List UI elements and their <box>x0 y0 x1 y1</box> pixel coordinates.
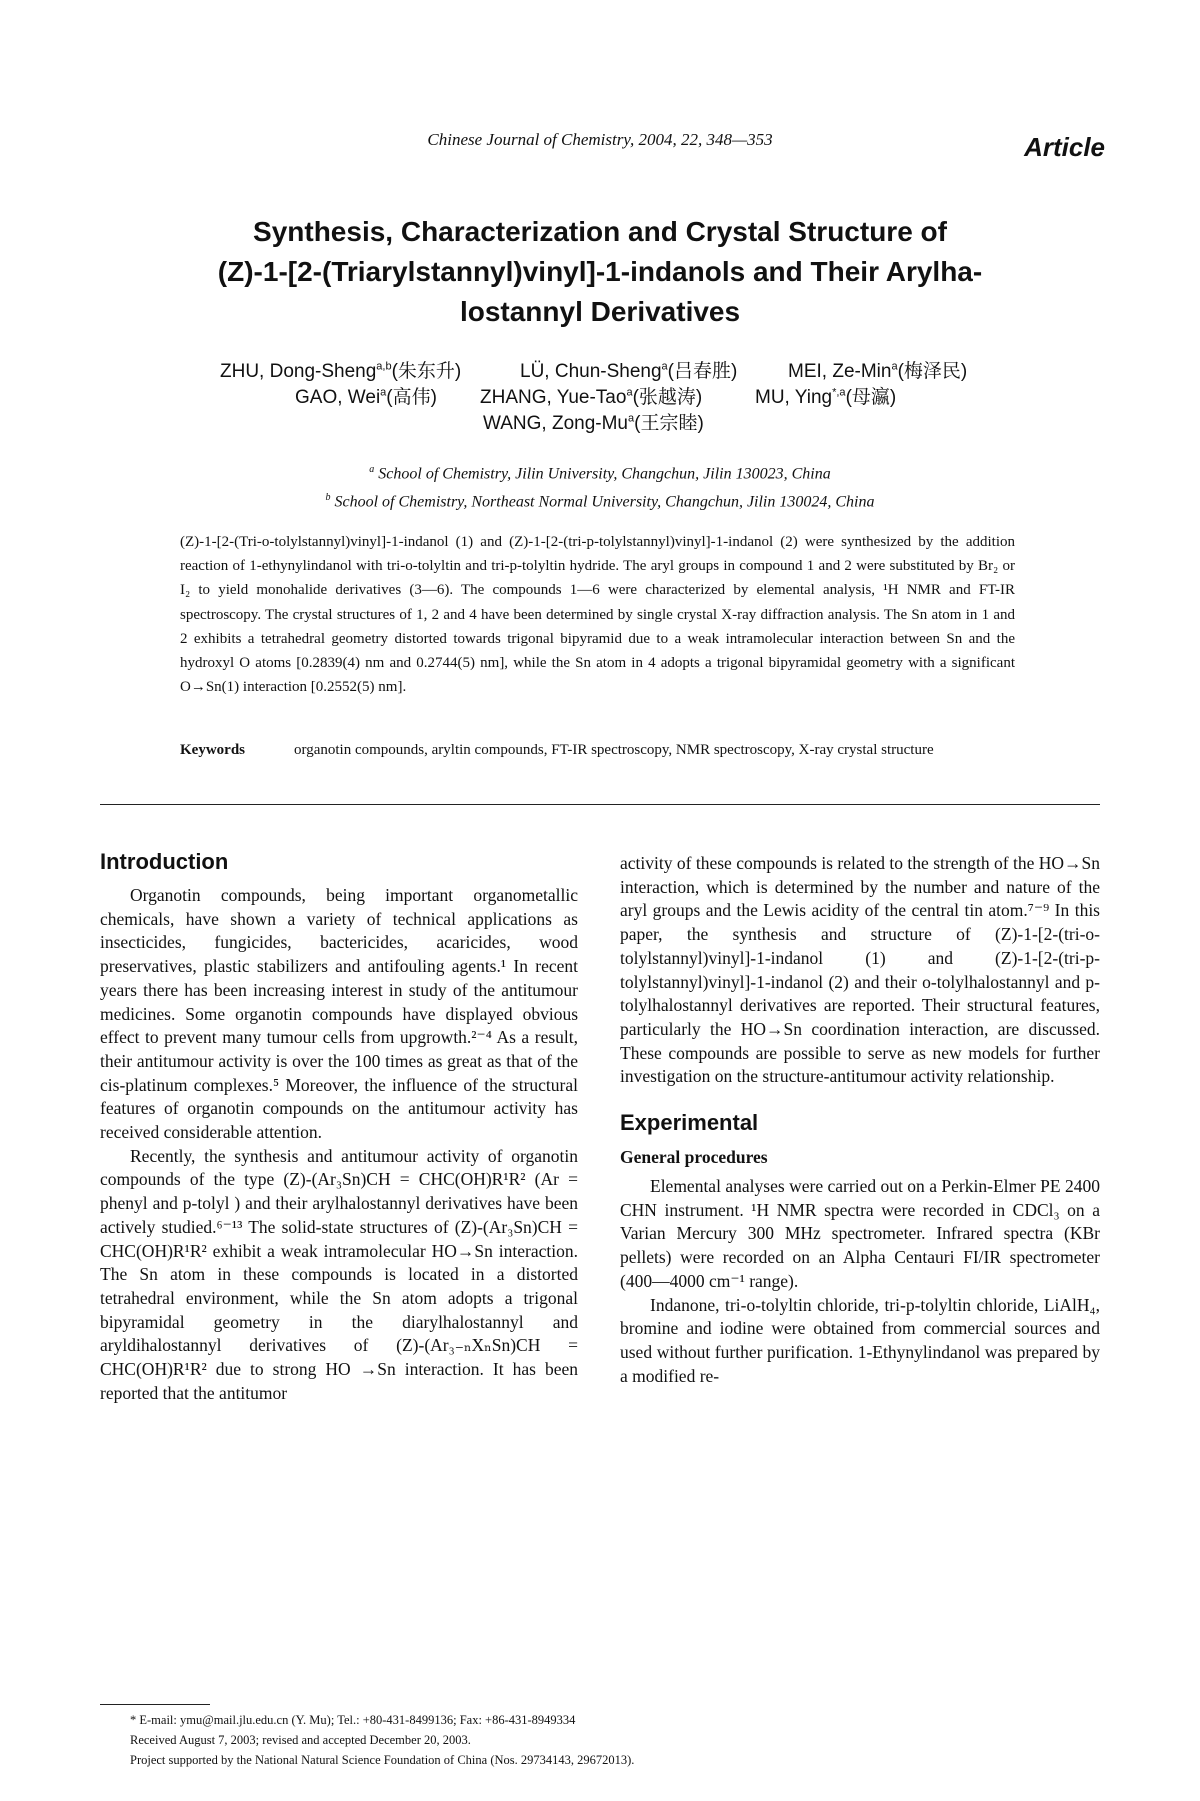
footnote-rule <box>100 1704 210 1705</box>
body-paragraph: Indanone, tri-o-tolyltin chloride, tri-p-tolyltin chloride, LiAlH₄, bromine and iodine were obtained from commercial sources and used without further purification. 1-Ethynylindanol was prepared by a modified re- <box>620 1294 1100 1386</box>
title-line: (Z)-1-[2-(Triarylstannyl)vinyl]-1-indanols and Their Arylha- <box>217 256 983 287</box>
title-line: lostannyl Derivatives <box>459 296 741 327</box>
footnote-funding: Project supported by the National Natural Science Foundation of China (Nos. 29734143, 29672013). <box>130 1753 635 1767</box>
affiliation-list <box>0 458 1200 515</box>
author-zhang: ZHANG, Yue-Tao$^a$(张越涛) <box>480 386 703 408</box>
right-column <box>620 852 1100 1388</box>
section-divider <box>100 804 1100 805</box>
keywords-label: Keywords <box>180 742 245 758</box>
article-type-label: Article <box>1024 132 1105 162</box>
body-paragraph: Recently, the synthesis and antitumour activity of organotin compounds of the type (Z)-(Ar₃Sn)CH = CHC(OH)R¹R² (Ar = phenyl and p-tolyl ) and their arylhalostannyl derivatives have been actively studied.⁶⁻¹³ The solid-state structures of (Z)-(Ar₃Sn)CH = CHC(OH)R¹R² exhibit a weak intramolecular HO→Sn interaction. The Sn atom in these compounds is located in a distorted tetrahedral environment, while the Sn atom adopts a trigonal bipyramidal geometry in the diarylhalostannyl and aryldihalostannyl derivatives of (Z)-(Ar₃₋ₙXₙSn)CH = CHC(OH)R¹R² due to strong HO →Sn interaction. It has been reported that the antitumor <box>100 1145 578 1403</box>
affiliation: $^b$ School of Chemistry, Northeast Normal University, Changchun, Jilin 130024, China <box>325 492 875 511</box>
title-line: Synthesis, Characterization and Crystal Structure of <box>253 216 947 247</box>
left-column <box>100 848 578 1405</box>
affiliation: $^a$ School of Chemistry, Jilin University, Changchun, Jilin 130023, China <box>369 464 831 483</box>
experimental-heading: Experimental <box>620 1110 759 1136</box>
body-paragraph: Elemental analyses were carried out on a Perkin-Elmer PE 2400 CHN instrument. ¹H NMR spectra were recorded in CDCl₃ on a Varian Mercury 300 MHz spectrometer. Infrared spectra (KBr pellets) were recorded on an Alpha Centauri FI/IR spectrometer (400—4000 cm⁻¹ range). <box>620 1176 1100 1291</box>
general-procedures-heading: General procedures <box>620 1147 768 1168</box>
author-lu: LÜ, Chun-Sheng$^a$(吕春胜) <box>520 360 738 382</box>
body-paragraph: activity of these compounds is related to the strength of the HO→Sn interaction, which is determined by the number and nature of the aryl groups and the Lewis acidity of the central tin atom.⁷⁻⁹ In this paper, the synthesis and structure of (Z)-1-[2-(tri-o-tolylstannyl)vinyl]-1-indanol (1) and (Z)-1-[2-(tri-p-tolylstannyl)vinyl]-1-indanol (2) and their o-tolylhalostannyl and p-tolylhalostannyl derivatives are reported. Their structural features, particularly the HO→Sn coordination interaction, are discussed. These compounds are possible to serve as new models for further investigation on the structure-antitumour activity relationship. <box>620 853 1100 1087</box>
author-mei: MEI, Ze-Min$^a$(梅泽民) <box>788 360 968 382</box>
author-gao: GAO, Wei$^a$(高伟) <box>295 386 437 408</box>
author-mu: MU, Ying$^{*,a}$(母瀛) <box>755 386 897 408</box>
footnote-contact: * E-mail: ymu@mail.jlu.edu.cn (Y. Mu); Tel.: +80-431-8499136; Fax: +86-431-8949334 <box>130 1713 576 1727</box>
body-paragraph: Organotin compounds, being important organometallic chemicals, have shown a variety of technical applications as insecticides, fungicides, bactericides, acaricides, wood preservatives, plastic stabilizers and antifouling agents.¹ In recent years there has been increasing interest in study of the antitumour medicines. Some organotin compounds have displayed obvious effect to prevent many tumour cells from upgrowth.²⁻⁴ As a result, their antitumour activity is over the 100 times as great as that of the cis-platinum complexes.⁵ Moreover, the influence of the structural features of organotin compounds on the antitumour activity has received considerable attention. <box>100 885 578 1143</box>
keywords <box>180 738 1015 762</box>
author-wang: WANG, Zong-Mu$^a$(王宗睦) <box>483 412 704 434</box>
paper-title <box>160 212 1040 332</box>
introduction-heading: Introduction <box>100 849 229 874</box>
keywords-text: organotin compounds, aryltin compounds, FT-IR spectroscopy, NMR spectroscopy, X-ray crystal structure <box>294 742 934 758</box>
footnotes <box>130 1710 1030 1770</box>
author-zhu: ZHU, Dong-Sheng$^{a,b}$(朱东升) <box>220 360 462 382</box>
journal-citation: Chinese Journal of Chemistry, 2004, 22, 348—353 <box>427 130 773 149</box>
abstract: (Z)-1-[2-(Tri-o-tolylstannyl)vinyl]-1-indanol (1) and (Z)-1-[2-(tri-p-tolylstannyl)vinyl]-1-indanol (2) were synthesized by the addition reaction of 1-ethynylindanol with tri-o-tolyltin and tri-p-tolyltin hydride. The aryl groups in compound 1 and 2 were substituted by Br₂ or I₂ to yield monohalide derivatives (3—6). The compounds 1—6 were characterized by elemental analysis, ¹H NMR and FT-IR spectroscopy. The crystal structures of 1, 2 and 4 have been determined by single crystal X-ray diffraction analysis. The Sn atom in 1 and 2 exhibits a tetrahedral geometry distorted towards trigonal bipyramid due to a weak intramolecular interaction between Sn and the hydroxyl O atoms [0.2839(4) nm and 0.2744(5) nm], while the Sn atom in 4 adopts a trigonal bipyramidal geometry with a significant O→Sn(1) interaction [0.2552(5) nm]. <box>180 534 1015 696</box>
footnote-received: Received August 7, 2003; revised and accepted December 20, 2003. <box>130 1733 471 1747</box>
